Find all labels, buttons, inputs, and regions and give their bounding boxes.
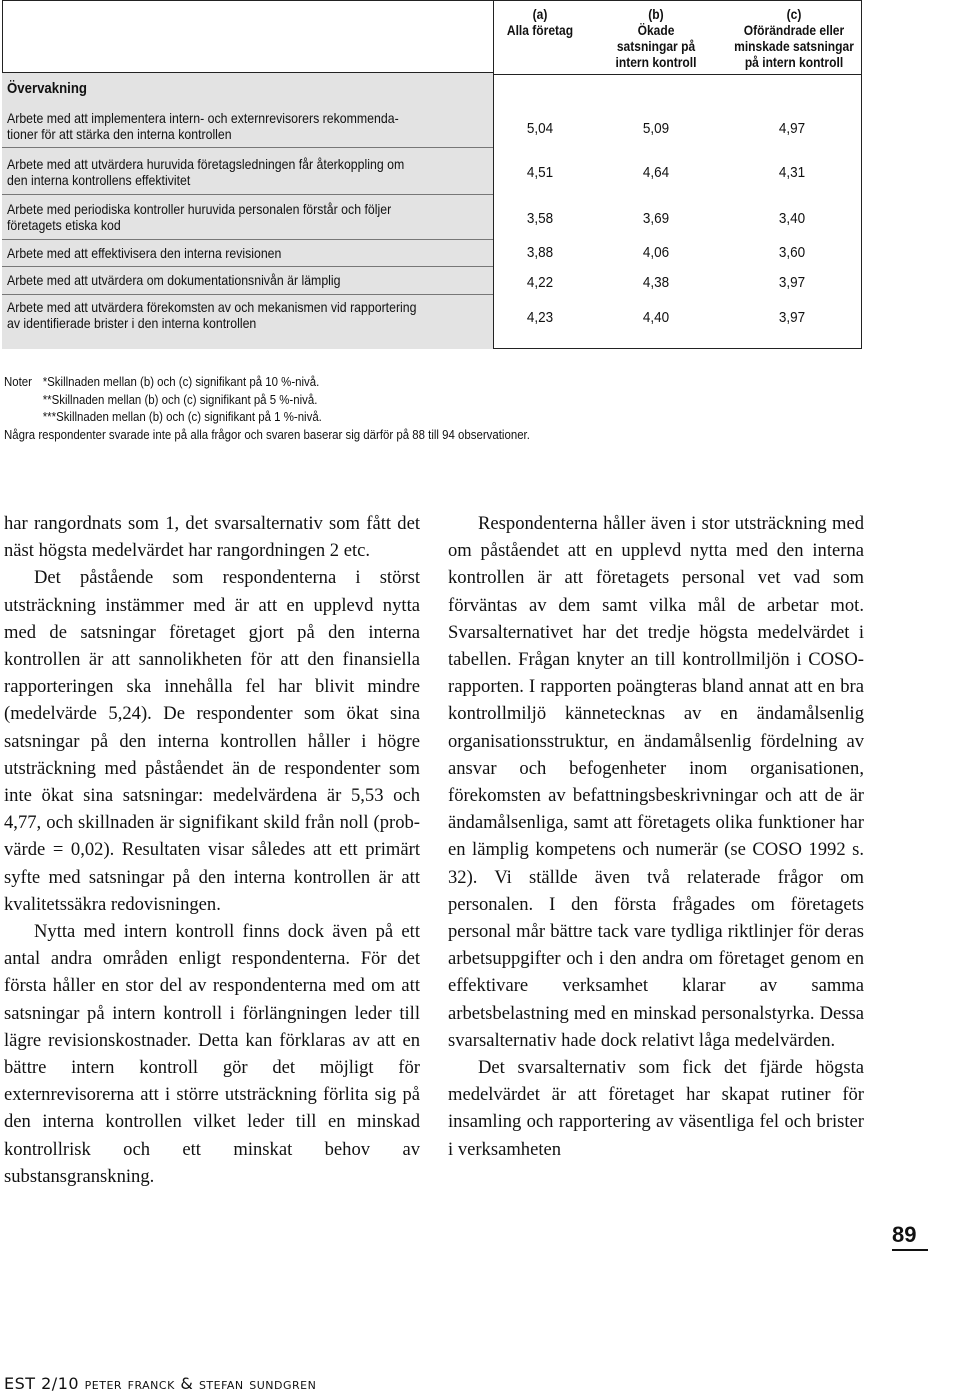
table-row-label: Arbete med periodiska kontroller huruvida personalen förstår och följer företagets etiska kod [7,201,392,233]
column-header-c: (c) Oförändrade eller minskade satsningar på intern kontroll [734,6,854,70]
table-row-label: Arbete med att effektivisera den interna revisionen [7,245,282,261]
paragraph: Nytta med intern kontroll finns dock även på ett antal andra områden enligt respondenterna. För det första håller en stor del av respondenterna med om att satsningar på intern kontroll i förlängningen leder till lägre revisionskostnader. Detta kan förklaras av att en bättre intern kontroll gör det möjligt för externrevisorerna att i större utsträckning förlita sig på den interna kontrollen vilket leder till en minskad kontrollrisk och ett minskat behov av substansgranskning. [4,921,420,1187]
table-cell-c: 3,40 [778,210,806,227]
table-cell-b: 4,38 [642,274,670,291]
table-row-divider [2,266,493,267]
paragraph: Det svarsalternativ som fick det fjärde högsta medelvärdet är att företaget har skapat rutiner för insamling och rapportering av väsentliga fel och brister i verksamheten [448,1057,864,1160]
table-cell-c: 4,97 [778,120,806,137]
table-cell-a: 4,51 [526,164,554,181]
page-number: 89 [892,1222,917,1247]
table-column-divider [493,0,494,349]
table-row-label: Arbete med att utvärdera huruvida företagsledningen får återkoppling om den interna kontrollens effektivitet [7,156,405,188]
table-cell-b: 3,69 [642,210,670,227]
table-cell-c: 4,31 [778,164,806,181]
table-cell-a: 4,22 [526,274,554,291]
paragraph: Respondenterna håller även i stor utsträckning med om påståendet att en upplevd nytta med den interna kontrollen är att företagets personal vet vad som förväntas av dem samt vilka mål de arbetar mot. Svarsalternativet har det tredje högsta medelvärdet i tabellen. Frågan knyter an till kontrollmiljön i COSO-rapporten. I rapporten poängteras bland annat att en bra kontrollmiljö kännetecknas av en ändamålsenlig organisationsstruktur, en ändamålsenlig fördelning av ansvar och befogenheter inom organisationen, förekomsten av befattningsbeskrivningar och att de är ändamålsenliga, samt att företagets olika funktioner har en lämplig kompetens och numerär (se COSO 1992 s. 32). Vi ställde även två relaterade frågor om personalen. I den första frågades om företagets personal mår bättre tack vare tydliga riktlinjer för deras arbetsuppgifter och i den andra om företaget genom en effektivare verksamhet klarar av samma arbetsbelastning med en minskad personalstyrka. Dessa svarsalternativ hade dock relativt låga medelvärden. [448,513,864,1051]
table-notes [4,373,530,443]
table-cell-b: 4,64 [642,164,670,181]
table-cell-a: 4,23 [526,309,554,326]
table-section-label: Övervakning [7,80,87,97]
body-column-left [4,510,420,1190]
table-row-label: Arbete med att implementera intern- och externrevisorers rekommenda- tioner för att stärka den interna kontrollen [7,110,399,142]
table-row-label: Arbete med att utvärdera om dokumentationsnivån är lämplig [7,272,341,288]
table-cell-a: 5,04 [526,120,554,137]
note-line: Några respondenter svarade inte på alla frågor och svaren baserar sig därför på 88 till 94 observationer. [4,426,530,442]
table-cell-a: 3,58 [526,210,554,227]
note-line: ***Skillnaden mellan (b) och (c) signifikant på 1 %-nivå. [42,409,322,424]
note-line: **Skillnaden mellan (b) och (c) signifikant på 5 %-nivå. [42,391,318,407]
table-cell-b: 4,06 [642,244,670,261]
body-column-right [448,510,864,1163]
table-row-divider [2,294,493,295]
table-cell-c: 3,97 [778,309,806,326]
notes-label: Noter [4,374,32,389]
table-header-divider [2,72,493,73]
table-cell-a: 3,88 [526,244,554,261]
column-header-a: (a) Alla företag [506,6,574,38]
column-header-b: (b) Ökade satsningar på intern kontroll [615,6,697,70]
table-row-divider [2,147,493,148]
table-cell-b: 5,09 [642,120,670,137]
table-row-divider [2,239,493,240]
paragraph: Det påstående som respondenterna i störst utsträckning instämmer med är att en upplevd nytta med de satsningar företaget gjort på den interna kontrollen är att sannolikheten för att den finansiella rapporteringen ska innehålla fel har blivit mindre (medelvärde 5,24). De respondenter som ökat sina satsningar på den interna kontrollen håller i högre utsträckning med påståendet än de respondenter som inte ökat sina satsningar: medelvärdena är 5,53 och 4,77, och skillnaden är signifikant skild från noll (prob-värde = 0,02). Resultaten visar således att ett primärt syfte med satsningar på den interna kontrollen är att kvalitetssäkra redovisningen. [4,567,420,915]
table-cell-c: 3,97 [778,274,806,291]
table-cell-b: 4,40 [642,309,670,326]
table-row-divider [2,194,493,195]
table-row-label: Arbete med att utvärdera förekomsten av och mekanismen vid rapportering av identifierade brister i den interna kontrollen [7,299,417,331]
table-header-divider-right [493,74,862,75]
running-footer: EST 2/10 peter franck & stefan sundgren [4,1374,317,1393]
page-number-rule [892,1249,928,1251]
note-line: *Skillnaden mellan (b) och (c) signifikant på 10 %-nivå. [42,374,320,389]
table-cell-c: 3,60 [778,244,806,261]
paragraph: har rangordnats som 1, det svarsalternativ som fått det näst högsta medelvärdet har rangordningen 2 etc. [4,513,420,562]
